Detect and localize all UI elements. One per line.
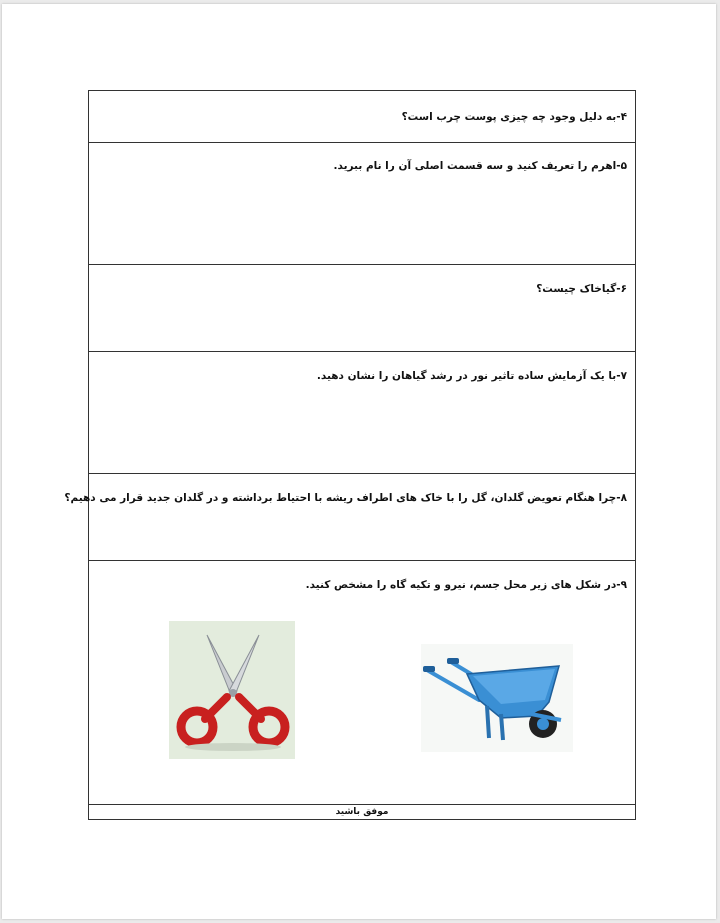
question-6-text: ۶-گیاخاک چیست؟ [536,283,627,295]
scissors-icon [169,621,295,759]
question-sheet [64,90,636,820]
question-row-5 [89,143,635,265]
question-4-text: ۴-به دلیل وجود چه چیزی پوست چرب است؟ [401,111,627,123]
footer-note: موفق باشید [335,807,389,817]
wheelbarrow-icon [421,644,573,752]
question-9-text: ۹-در شکل های زیر محل جسم، نیرو و تکیه گاه را مشخص کنید. [305,579,627,591]
wheelbarrow-figure [421,644,573,752]
question-row-7 [89,352,635,474]
question-row-6 [89,265,635,352]
question-row-8 [64,474,635,561]
question-8-text: ۸-چرا هنگام تعویض گلدان، گل را با خاک های اطراف ریشه با احتیاط برداشته و در گلدان جدید قرار می دهیم؟ [64,492,627,504]
question-7-text: ۷-با یک آزمایش ساده تاثیر نور در رشد گیاهان را نشان دهید. [316,370,627,382]
question-row-4 [89,91,635,143]
question-5-text: ۵-اهرم را تعریف کنید و سه قسمت اصلی آن را نام ببرید. [333,160,627,172]
question-row-9 [89,561,635,805]
document-page [2,4,716,919]
scissors-figure [169,621,295,759]
